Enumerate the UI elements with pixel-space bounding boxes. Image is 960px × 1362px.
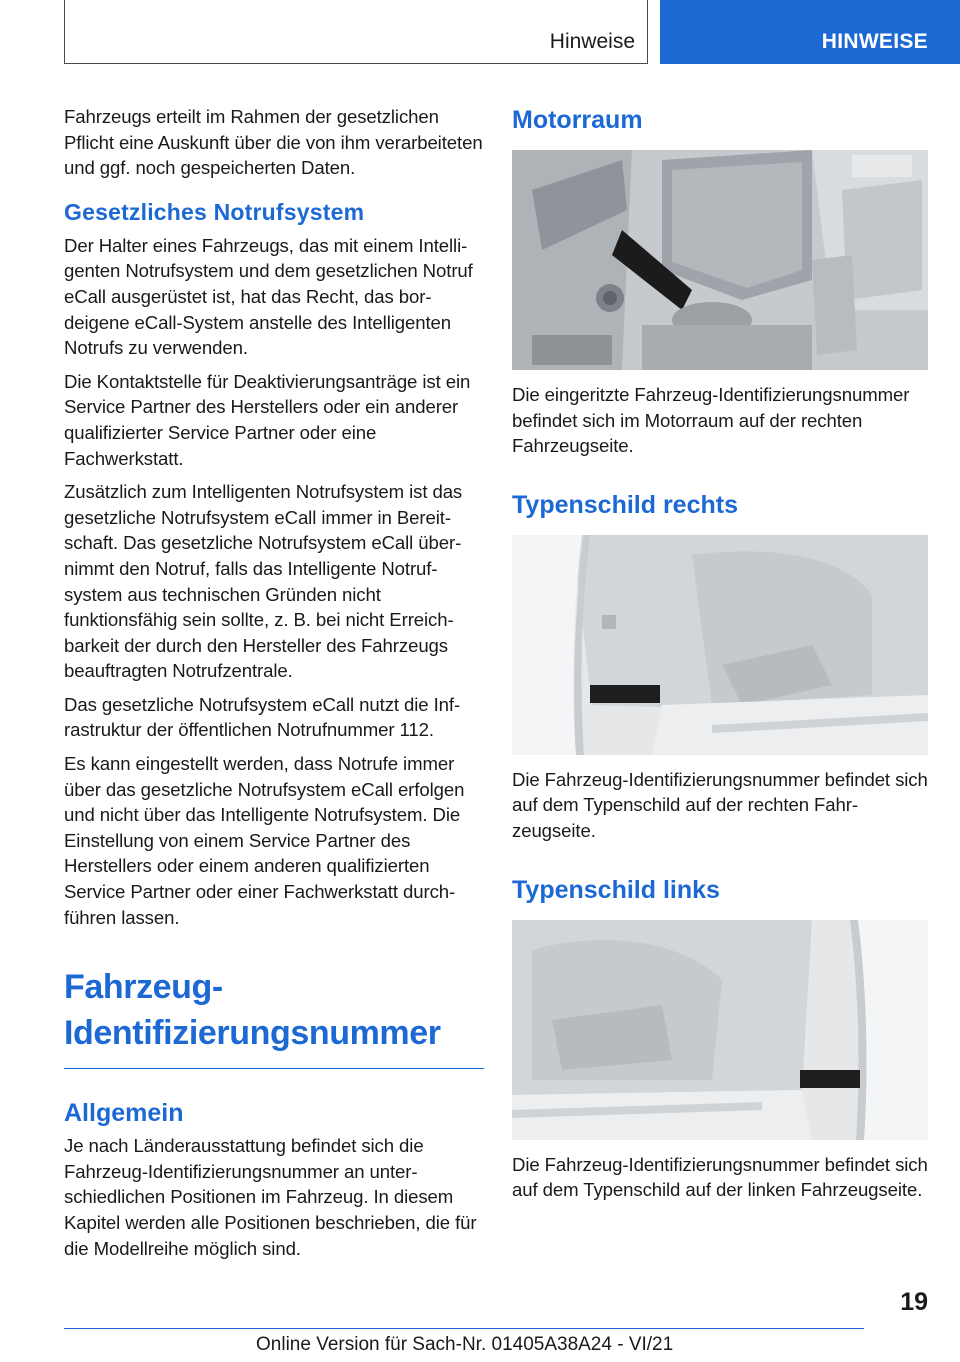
header-accent-label: HINWEISE <box>821 30 928 53</box>
chapter-title-line2: Identifizierungsnummer <box>64 1014 441 1053</box>
header-tab <box>64 0 648 64</box>
section-title-typenschild-links: Typenschild links <box>512 875 720 904</box>
typenschild-links-paragraph: Die Fahrzeug-Identifizierungsnummer befindet sich auf dem Typenschild auf der linken Fahrzeugseite. <box>512 1153 928 1201</box>
paragraph: Der Halter eines Fahrzeugs, das mit einem Intelligenten Notrufsystem und dem gesetzlichen Notruf eCall ausgerüstet ist, hat das Recht, das bordeigene eCall-System anstelle des Intelligenten Notrufs zu verwenden. <box>64 234 473 359</box>
paragraph: Es kann eingestellt werden, dass Notrufe immer über das gesetzliche Notrufsystem eCall erfolgen und nicht über das Intelligente Notrufsystem. Die Einstellung von einem Service Partner des Herstellers oder einem anderen qualifizierten Service Partner oder einer Fachwerkstatt durchführen lassen. <box>64 753 465 928</box>
footer-divider <box>64 1328 864 1329</box>
intro-paragraph: Fahrzeugs erteilt im Rahmen der gesetzlichen Pflicht eine Auskunft über die von ihm verarbeiteten und ggf. noch gespeicherten Daten. <box>64 106 483 179</box>
plate-right-image <box>512 535 928 755</box>
header-accent-block <box>660 0 960 64</box>
paragraph: Zusätzlich zum Intelligenten Notrufsystem ist das gesetzliche Notrufsystem eCall immer in Bereitschaft. Das gesetzliche Notrufsystem eCall übernimmt den Notruf, falls das Intelligente Notrufsystem aus technischen Gründen nicht funktionsfähig sein sollte, z. B. bei nicht Erreichbarkeit der durch den Hersteller des Fahrzeugs beauftragten Notrufzentrale. <box>64 481 463 682</box>
section-title-motorraum: Motorraum <box>512 106 643 134</box>
paragraph: Die Kontaktstelle für Deaktivierungsanträge ist ein Service Partner des Herstellers oder ein anderer qualifizierter Service Partner oder eine Fachwerkstatt. <box>64 370 471 469</box>
paragraph: Das gesetzliche Notrufsystem eCall nutzt die Infrastruktur der öffentlichen Notrufnummer 112. <box>64 693 461 741</box>
section-title-typenschild-rechts: Typenschild rechts <box>512 490 738 519</box>
plate-left-image <box>512 920 928 1140</box>
chapter-title-line1: Fahrzeug- <box>64 968 223 1007</box>
subsection-title-allgemein: Allgemein <box>64 1099 184 1128</box>
right-column <box>512 104 932 1211</box>
chapter-title <box>64 964 484 1069</box>
motorraum-paragraph: Die eingeritzte Fahrzeug-Identifizierungsnummer befindet sich im Motorraum auf der rechten Fahrzeugseite. <box>512 384 910 457</box>
typenschild-rechts-paragraph: Die Fahrzeug-Identifizierungsnummer befindet sich auf dem Typenschild auf der rechten Fahrzeugseite. <box>512 768 928 841</box>
page-number: 19 <box>900 1288 928 1316</box>
header-tab-label: Hinweise <box>549 30 635 53</box>
section-title-notruf: Gesetzliches Notrufsystem <box>64 198 365 225</box>
left-column <box>64 104 484 1269</box>
engine-bay-image <box>512 150 928 370</box>
allgemein-paragraph: Je nach Länderausstattung befindet sich die Fahrzeug-Identifizierungsnummer an unterschiedlichen Positionen im Fahrzeug. In diesem Kapitel werden alle Positionen beschrieben, die für die Modellreihe möglich sind. <box>64 1135 477 1259</box>
footer-text: Online Version für Sach-Nr. 01405A38A24 - VI/21 <box>256 1334 674 1355</box>
